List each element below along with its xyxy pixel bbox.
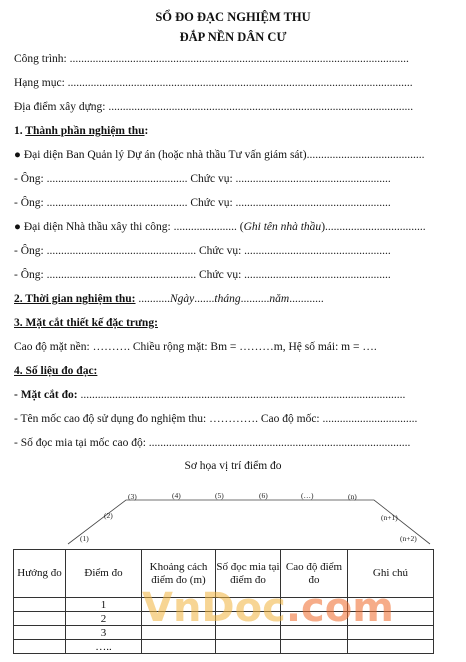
document-title-line2: ĐẮP NỀN DÂN CƯ [179,30,287,44]
watermark-part1: VnDoc [142,585,286,631]
ong-line-1: - Ông: ................................................. Chức vụ: ...................................................... [14,173,391,185]
header-ghi-chu: Ghi chú [348,550,434,598]
point-label-3: (3) [128,492,137,501]
ban-quan-ly-line: ● Đại diện Ban Quản lý Dự án (hoặc nhà thầu Tư vấn giám sát)......................................... [14,149,425,161]
table-cell: ….. [66,640,142,654]
table-cell [348,640,434,654]
section3-heading: 3. Mặt cắt thiết kế đặc trưng: [14,317,158,329]
cross-section-sketch [0,482,466,548]
header-khoang-cach: Khoảng cách điểm đo (m) [142,550,216,598]
ten-moc-line: - Tên mốc cao độ sử dụng đo nghiệm thu: …………. Cao độ mốc: ................................. [14,413,418,425]
nha-thau-suffix: )................................... [321,221,426,233]
point-label-n-plus-2: (n+2) [400,534,417,543]
nha-thau-prefix: ● Đại diện Nhà thầu xây thi công: ...................... ( [14,221,244,233]
nha-thau-italic: Ghi tên nhà thầu [243,221,322,233]
header-cao-do: Cao độ điểm đo [281,550,348,598]
table-cell: 2 [66,612,142,626]
header-huong-do: Hướng đo [14,550,66,598]
point-label-2: (2) [104,511,113,520]
cong-trinh-field: Công trình: ...................................................................................................................... [14,53,409,65]
embankment-profile [68,500,430,544]
ong-line-4: - Ông: .................................................... Chức vụ: ................................................... [14,269,391,281]
header-diem-do: Điểm đo [66,550,142,598]
section2-nam: năm [269,293,290,305]
section2-dots4: ............ [289,293,324,305]
mat-cat-label: - Mặt cắt đo: [14,389,78,401]
section2-heading: 2. Thời gian nghiệm thu: [14,293,136,305]
ong-line-2: - Ông: ................................................. Chức vụ: ...................................................... [14,197,391,209]
section2-ngay: Ngày [170,293,195,305]
header-so-doc-mia: Số đọc mia tại điểm đo [216,550,281,598]
hang-muc-field: Hạng mục: ........................................................................................................................ [14,77,413,89]
point-label-n: (n) [348,492,357,501]
section4-heading: 4. Số liệu đo đạc: [14,365,98,377]
point-label-5: (5) [215,491,224,500]
table-cell [281,640,348,654]
section2-thang: tháng [214,293,241,305]
point-label-n-plus-1: (n+1) [381,513,398,522]
point-label-ellipsis: (…) [301,491,314,500]
ong-line-3: - Ông: .................................................... Chức vụ: ................................................... [14,245,391,257]
sketch-caption: Sơ họa vị trí điểm đo [184,460,282,472]
table-cell [142,640,216,654]
table-row [14,640,434,654]
table-cell [14,612,66,626]
point-label-6: (6) [259,491,268,500]
section2-dots1: ........... [135,293,171,305]
point-label-1: (1) [80,534,89,543]
section1-number: 1. [14,125,26,137]
mat-cat-line [14,388,434,402]
section1-heading [14,124,434,138]
document-title-line1: SỔ ĐO ĐẠC NGHIỆM THU [155,10,311,24]
section2-line [14,292,434,306]
section1-heading-text: Thành phần nghiệm thu [25,125,145,137]
table-cell [216,640,281,654]
section2-dots2: ....... [194,293,215,305]
mat-cat-dots: ................................................................................................................. [77,389,406,401]
table-cell: 1 [66,598,142,612]
table-cell: 3 [66,626,142,640]
point-label-4: (4) [172,491,181,500]
vndoc-watermark-logo [142,584,394,632]
dia-diem-field: Địa điểm xây dựng: .......................................................................................................... [14,101,414,113]
nha-thau-line [14,220,434,234]
so-doc-line: - Số đọc mia tại mốc cao độ: ........................................................................................... [14,437,411,449]
watermark-part2: .com [285,585,394,631]
section1-colon: : [144,125,149,137]
section2-dots3: .......... [240,293,270,305]
table-cell [14,626,66,640]
section3-text: Cao độ mặt nền: ………. Chiều rộng mặt: Bm = ………m, Hệ số mái: m = …. [14,341,377,353]
table-cell [14,640,66,654]
table-cell [14,598,66,612]
